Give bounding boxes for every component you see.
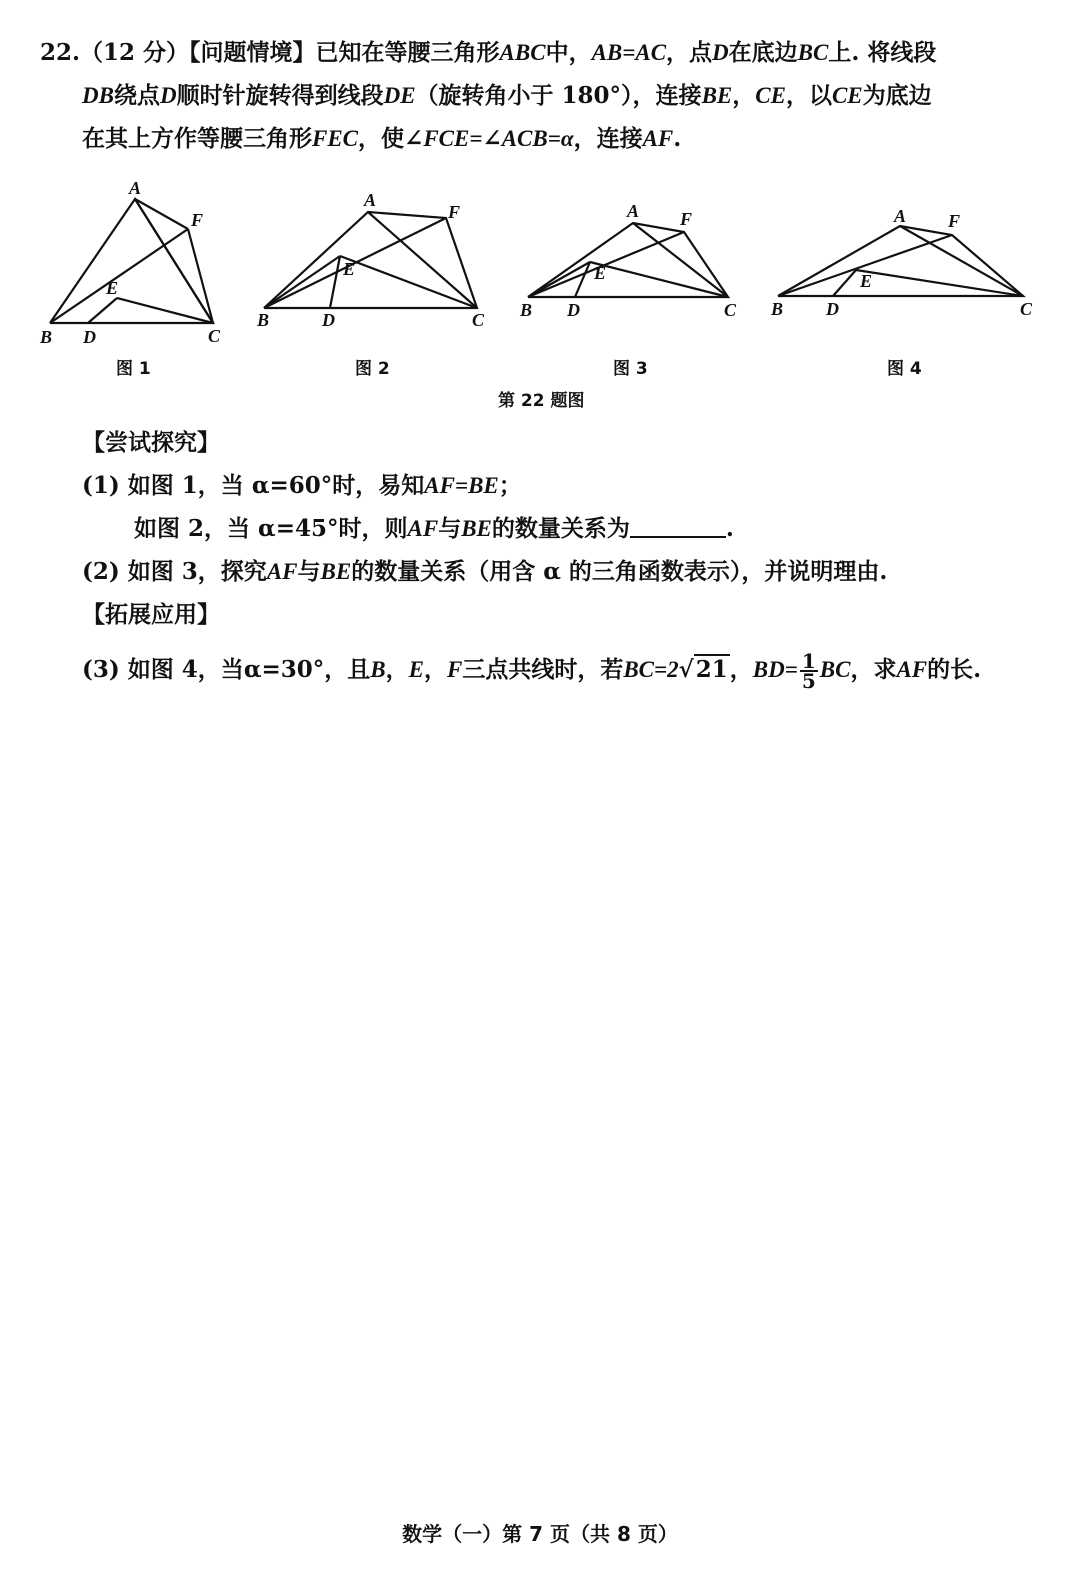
part-3-line [82, 649, 982, 693]
intro-text: 为底边 [862, 82, 932, 109]
figure-3 [519, 201, 737, 320]
math-AF: AF [642, 126, 674, 151]
point-label-C: C [1020, 299, 1033, 319]
part-number: (2) [82, 558, 120, 585]
point-label-A: A [894, 206, 907, 226]
segment-BE [528, 262, 590, 297]
math-BD-eq: BD= [752, 657, 798, 682]
math-FEC: FEC [312, 126, 359, 151]
math-BC-eq: BC=2 [623, 657, 679, 682]
answer-blank[interactable] [630, 514, 726, 538]
point-label-F: F [948, 211, 961, 231]
part-text: 的数量关系为 [491, 515, 630, 542]
intro-text: 中， [545, 39, 592, 66]
math-E: E [408, 657, 424, 682]
math-DE: DE [383, 83, 416, 108]
intro-text: ， [732, 82, 756, 109]
part-number: (1) [82, 472, 120, 499]
fraction-numerator: 1 [801, 649, 816, 673]
math-AF: AF [407, 516, 439, 541]
triangle-ABC [50, 199, 213, 323]
part-text: ， [729, 656, 753, 683]
part-text: 如图 4，当 [127, 656, 244, 683]
figure-overall-caption: 第 22 题图 [498, 391, 585, 411]
point-label-B: B [520, 300, 533, 320]
segment-CF [188, 229, 213, 323]
intro-text: 绕点 [113, 82, 160, 109]
math-BE: BE [461, 516, 492, 541]
intro-text: 顺时针旋转得到线段 [176, 82, 384, 109]
part-text: ； [498, 472, 522, 499]
math-CE: CE [755, 83, 786, 108]
math-F: F [446, 657, 463, 682]
point-label-E: E [106, 278, 119, 298]
point-label-A: A [364, 190, 377, 210]
point-label-F: F [191, 210, 204, 230]
part-number: (3) [82, 656, 120, 683]
part-text: 与 [438, 515, 462, 542]
sqrt-sign: √ [678, 656, 694, 683]
point-label-B: B [771, 299, 784, 319]
math-BE: BE [701, 83, 733, 108]
point-label-B: B [257, 310, 270, 330]
outline-BCFA [264, 212, 477, 308]
figure-4 [770, 206, 1033, 319]
intro-text: ，使∠ [358, 125, 424, 152]
intro-text: ，连接 [573, 125, 643, 152]
segment-DE [330, 256, 340, 308]
math-AB-eq-AC: AB=AC [591, 40, 667, 65]
part-text: 与 [297, 558, 321, 585]
part-text: 如图 3，探究 [127, 558, 267, 585]
segment-BF [50, 229, 188, 323]
part-1-line-2 [134, 514, 734, 544]
point-label-E: E [343, 259, 356, 279]
point-label-F: F [680, 209, 693, 229]
section-label-apply: 【拓展应用】 [82, 601, 220, 628]
page-footer: 数学（一）第 7 页（共 8 页） [402, 1522, 678, 1546]
part-text: 的长. [927, 656, 982, 683]
figure-caption-2: 图 2 [355, 359, 390, 379]
figure-1 [39, 178, 221, 347]
intro-text: ，点 [666, 39, 713, 66]
point-label-C: C [472, 310, 485, 330]
figure-2 [256, 190, 485, 330]
figure-caption-3: 图 3 [613, 359, 648, 379]
math-angle-equality: FCE=∠ACB=α [423, 126, 574, 151]
point-label-D: D [83, 327, 96, 347]
intro-text: 已知在等腰三角形 [315, 39, 500, 66]
part-text: ，且 [324, 656, 371, 683]
segment-BE [264, 256, 340, 308]
math-sqrt-21: 21 [695, 656, 728, 683]
math-B: B [370, 657, 386, 682]
intro-text: 上. 将线段 [828, 39, 937, 66]
fraction-one-fifth [800, 649, 818, 693]
math-CE: CE [831, 83, 863, 108]
part-text: ，求 [850, 656, 897, 683]
intro-text: ，以 [785, 82, 832, 109]
point-label-E: E [594, 263, 607, 283]
math-BE: BE [320, 559, 352, 584]
point-label-B: B [40, 327, 53, 347]
math-D: D [712, 40, 729, 65]
math-DB: DB [82, 83, 114, 108]
point-label-D: D [567, 300, 580, 320]
outline-BCFA [528, 223, 728, 297]
segment-AF [135, 199, 188, 229]
point-label-F: F [448, 202, 461, 222]
point-label-C: C [208, 326, 221, 346]
outline-BCFA [778, 226, 1023, 296]
section-label-explore: 【尝试探究】 [82, 429, 220, 456]
figure-caption-4: 图 4 [887, 359, 922, 379]
part-2-line [82, 557, 887, 587]
intro-text: 在底边 [728, 39, 798, 66]
segment-DE [833, 270, 856, 296]
question-score: （12 分） [80, 39, 190, 66]
fraction-denominator: 5 [801, 669, 816, 693]
segment-EC [340, 256, 477, 308]
part-text: ， [385, 656, 409, 683]
math-BC: BC [797, 40, 829, 65]
section-label-context: 【问题情境】 [189, 39, 316, 66]
intro-text: . [673, 125, 682, 152]
math-BC: BC [819, 657, 851, 682]
math-alpha-30: α=30° [243, 656, 325, 683]
point-label-D: D [322, 310, 335, 330]
point-label-D: D [826, 299, 839, 319]
math-AF: AF [266, 559, 298, 584]
math-AF-eq-BE: AF=BE [424, 473, 499, 498]
point-label-A: A [129, 178, 142, 198]
math-D: D [159, 83, 177, 108]
point-label-C: C [724, 300, 737, 320]
math-ABC: ABC [499, 40, 546, 65]
intro-text: 在其上方作等腰三角形 [82, 125, 312, 152]
part-text: ， [423, 656, 447, 683]
part-text: 三点共线时，若 [462, 656, 624, 683]
question-number: 22. [40, 39, 81, 66]
point-label-A: A [627, 201, 640, 221]
part-text: 的数量关系（用含 α 的三角函数表示），并说明理由. [351, 558, 888, 585]
segment-DE [88, 298, 117, 323]
part-text: 如图 2，当 α=45°时，则 [134, 515, 408, 542]
part-text: . [725, 515, 734, 542]
figure-caption-1: 图 1 [116, 359, 151, 379]
intro-text: （旋转角小于 180°），连接 [415, 82, 702, 109]
part-text: 如图 1，当 α=60°时，易知 [127, 472, 425, 499]
point-label-E: E [860, 271, 873, 291]
part-1-line-1 [82, 471, 522, 501]
math-AF: AF [896, 657, 928, 682]
